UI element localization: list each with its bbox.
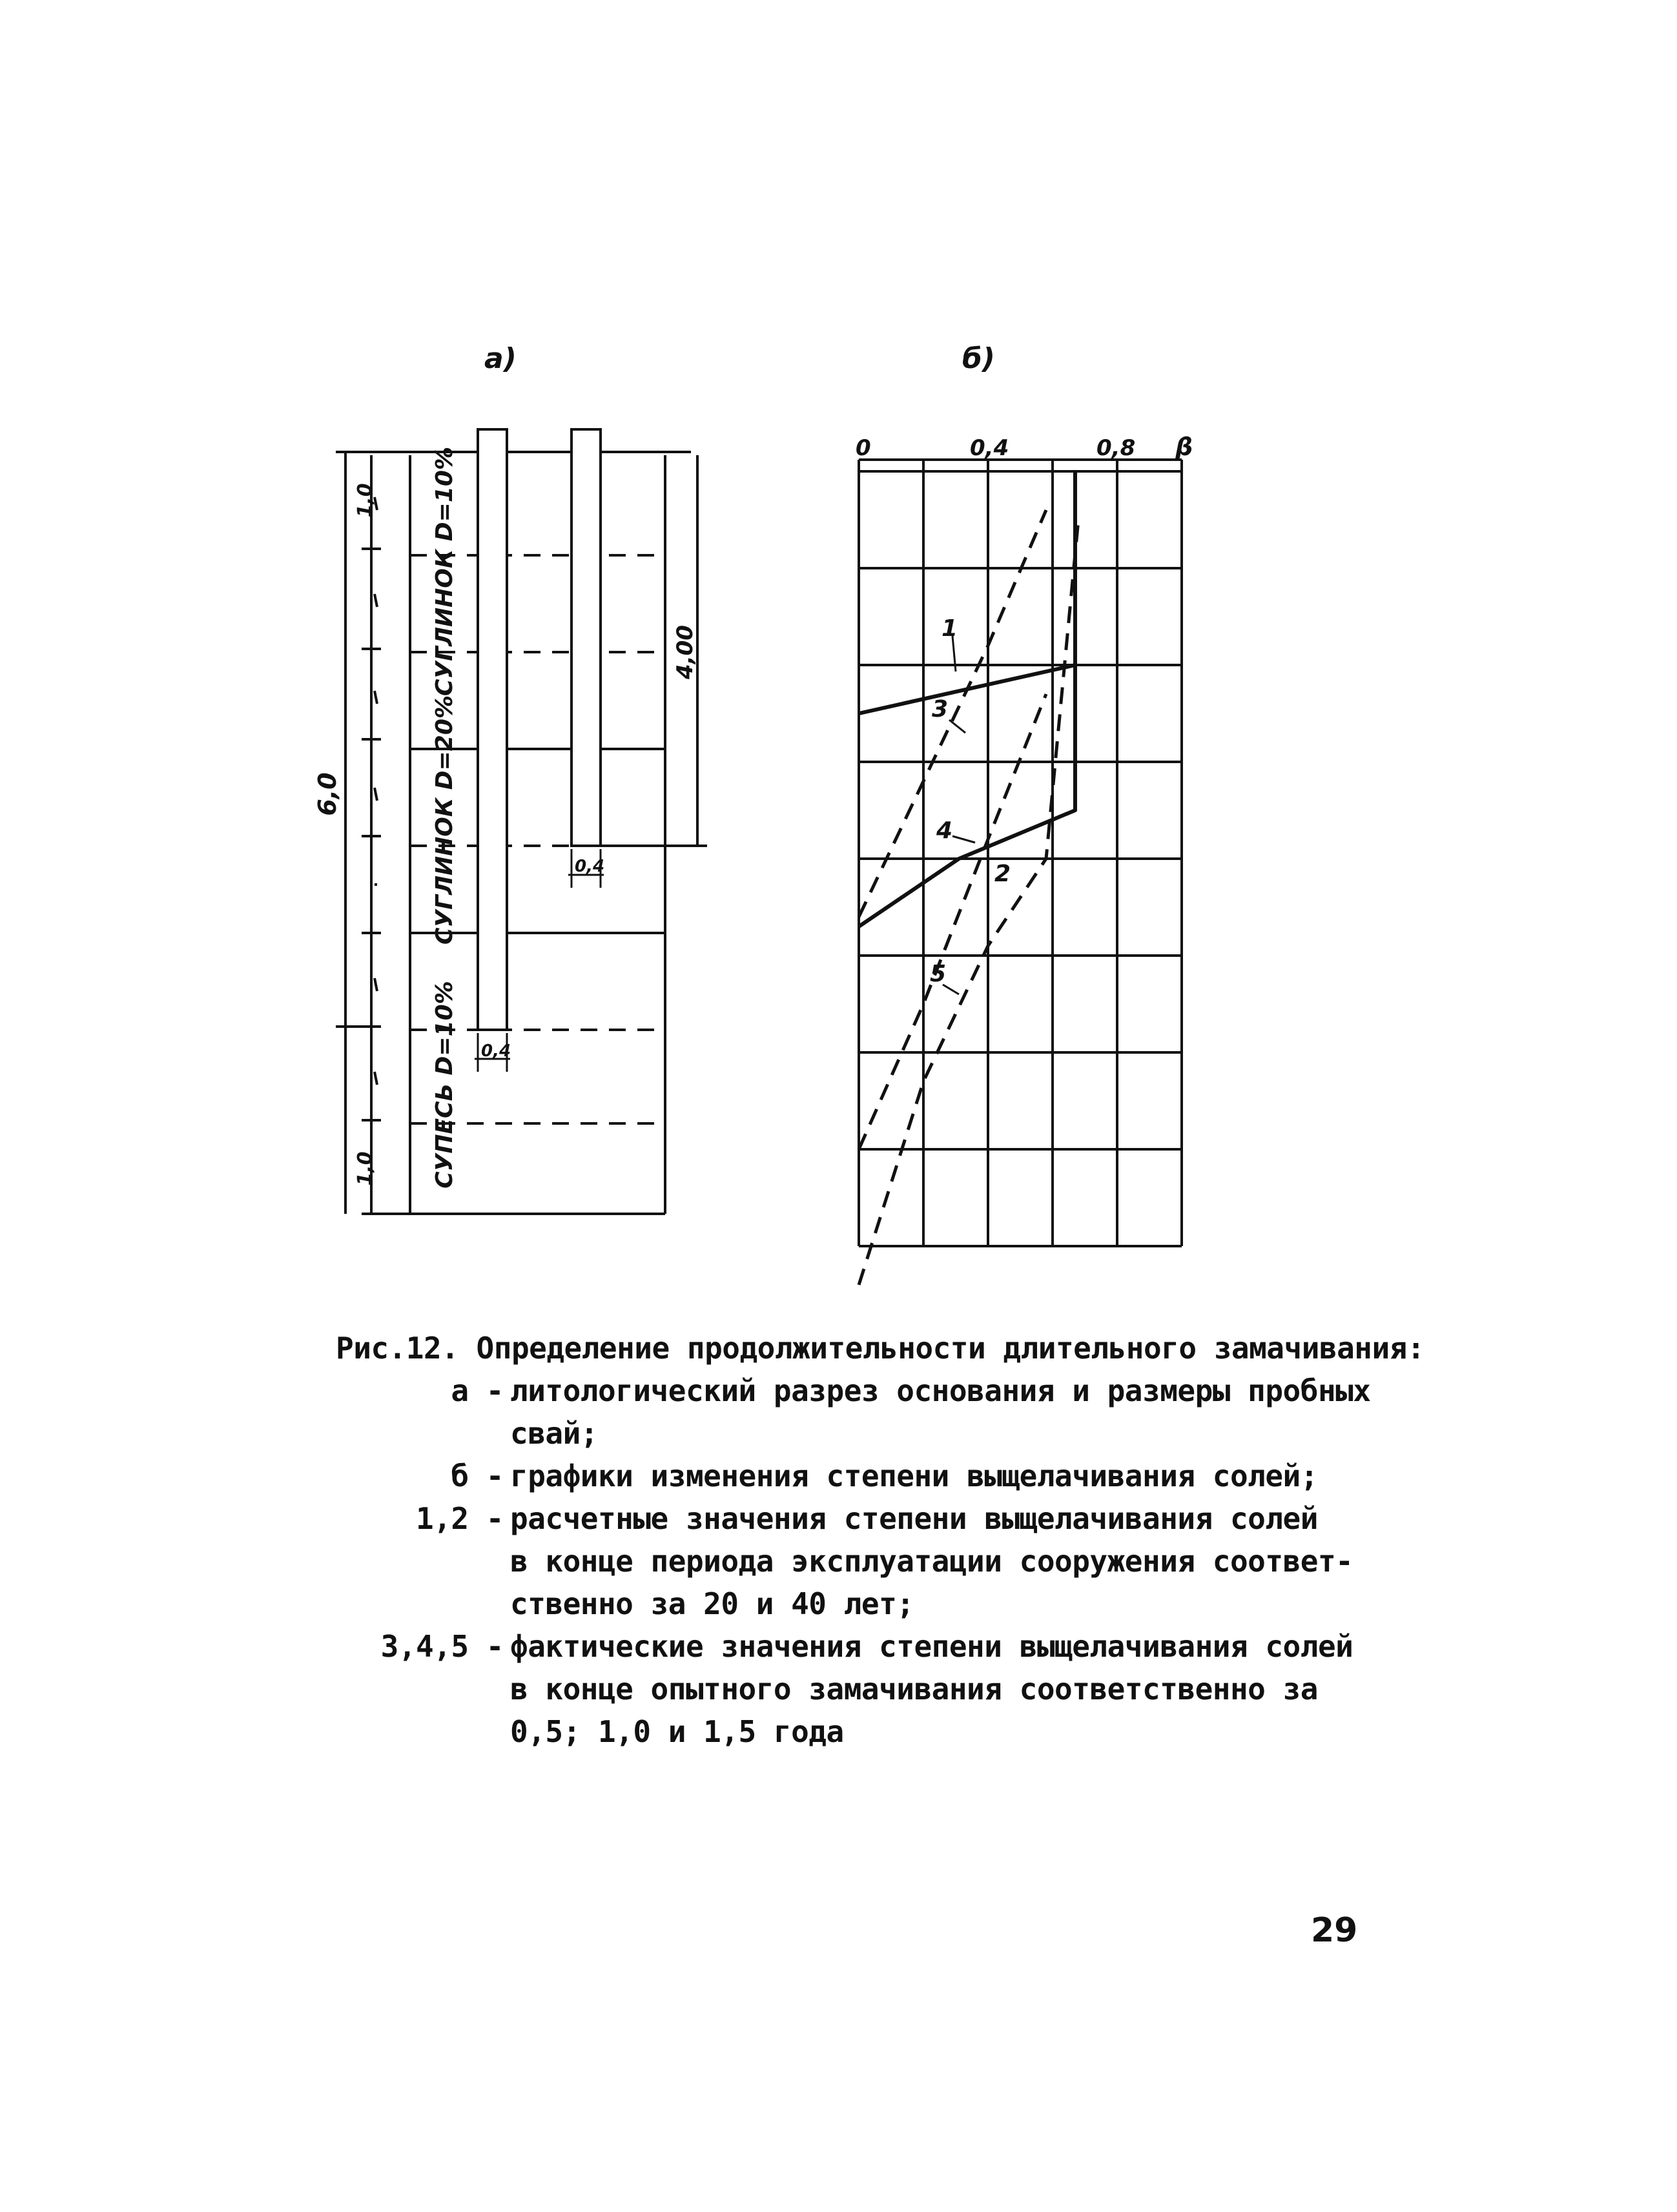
caption-12-key: 1,2 -	[416, 1501, 504, 1536]
dim-top-label: 1,0	[354, 483, 376, 518]
caption-b-line-1: графики изменения степени выщелачивания солей;	[510, 1459, 1318, 1493]
caption-a-line-2: свай;	[510, 1416, 598, 1451]
short-pile-width-label: 0,4	[575, 857, 605, 876]
curve-3-label: 3	[932, 696, 949, 722]
caption-345-key: 3,4,5 -	[380, 1629, 504, 1664]
curve-4-label: 4	[936, 817, 953, 844]
caption-a-line-1: литологический разрез основания и размеры пробных	[510, 1373, 1371, 1408]
dim-bottom-label: 1,0	[354, 1151, 376, 1186]
series-3-line	[859, 510, 1046, 917]
curve-2-label: 2	[994, 861, 1011, 887]
tick-label-0-8: 0,8	[1096, 435, 1136, 461]
caption-345-line-1: фактические значения степени выщелачивания солей	[510, 1629, 1353, 1664]
long-pile	[478, 429, 507, 1030]
layer-1-label: СУГЛИНОК D=10%	[431, 446, 458, 697]
panel-b-label: б)	[962, 342, 995, 375]
caption-12-line-2: в конце периода эксплуатации сооружения соответ-	[510, 1544, 1353, 1579]
depth-dimension-line	[336, 452, 691, 1214]
caption-a-key: а -	[451, 1373, 504, 1408]
series-layer	[859, 471, 1078, 1285]
tick-label-0-4: 0,4	[970, 435, 1009, 461]
figure-caption	[336, 1327, 1434, 1753]
panel-a-label: а)	[484, 342, 517, 375]
caption-345-line-2: в конце опытного замачивания соответственно за	[510, 1672, 1318, 1706]
dim-total-label: 6,0	[313, 772, 342, 816]
caption-12-line-1: расчетные значения степени выщелачивания солей	[510, 1501, 1318, 1536]
page-number: 29	[1311, 1911, 1358, 1950]
dimension-ticks	[362, 455, 665, 1214]
layer-3-label: СУПЕСЬ D=10%	[431, 981, 458, 1189]
panel-b	[856, 342, 1193, 1285]
curve-1-label: 1	[941, 615, 958, 642]
long-pile-width-label: 0,4	[481, 1041, 511, 1061]
caption-345-line-3: 0,5; 1,0 и 1,5 года	[510, 1714, 844, 1749]
axis-name-beta: β	[1175, 433, 1193, 461]
curve-5-label: 5	[930, 961, 947, 987]
series-1-line	[859, 471, 1075, 713]
layer-2-label: СУГЛИНОК D=20%	[431, 695, 458, 945]
caption-b-key: б -	[451, 1459, 504, 1493]
caption-title: Рис.12. Определение продолжительности длительного замачивания:	[336, 1331, 1425, 1366]
short-pile	[571, 429, 601, 846]
tick-label-0: 0	[856, 435, 871, 461]
short-pile-dim-label: 4,00	[672, 625, 698, 679]
panel-a	[313, 342, 707, 1214]
caption-12-line-3: ственно за 20 и 40 лет;	[510, 1586, 914, 1621]
